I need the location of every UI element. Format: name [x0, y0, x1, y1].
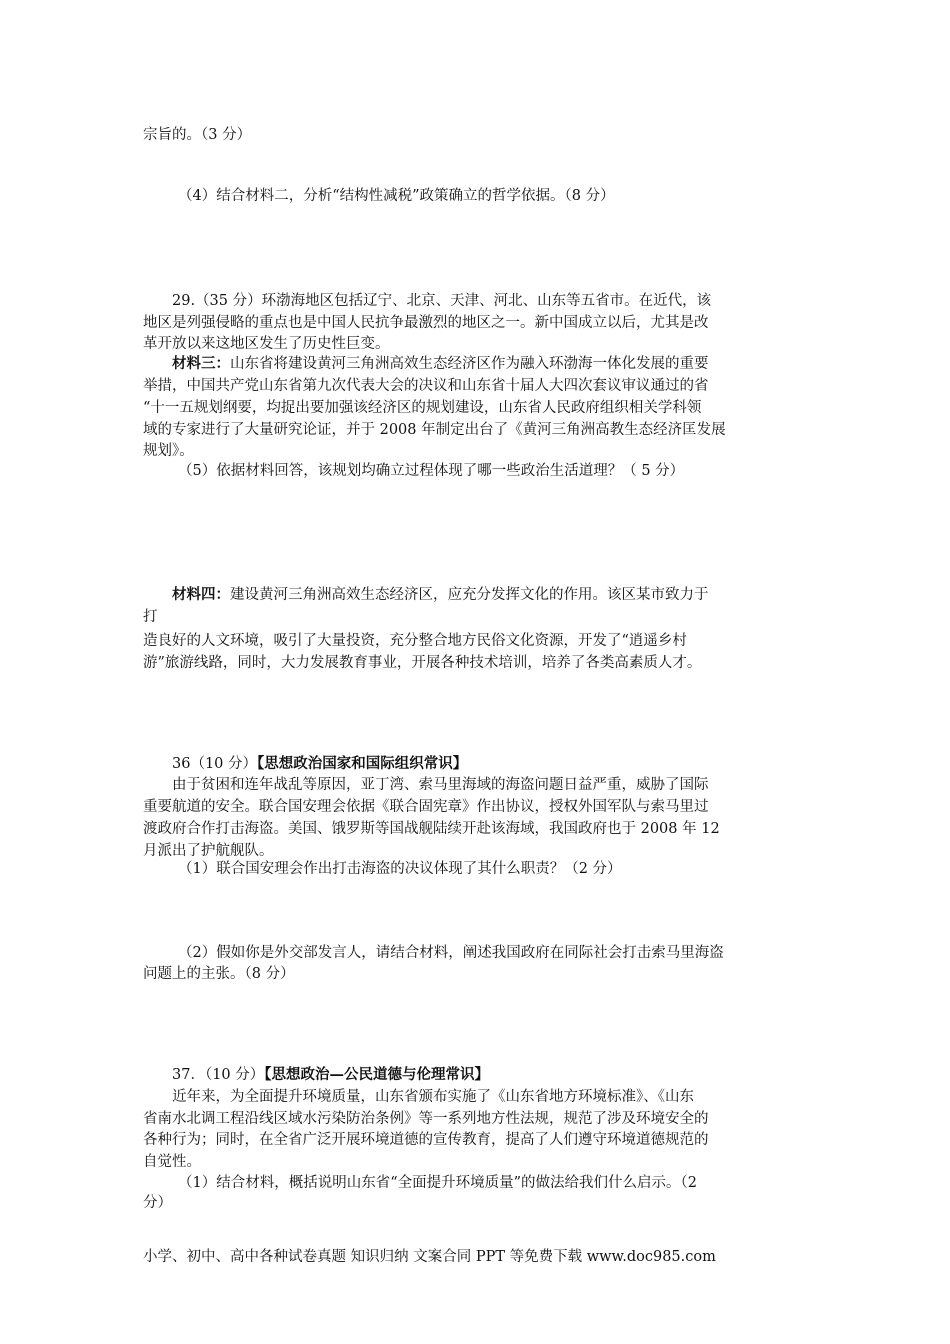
text-line: “十一五规划纲要，均捉出要加强该经济区的规划建设，山东省人民政府组织相关学科领: [143, 400, 702, 416]
text-line: 问题上的主张。（8 分）: [143, 966, 295, 982]
sub-question-2: （2）假如你是外交部发言人，请结合材料，阐述我国政府在同际社会打击索马里海盗: [178, 945, 724, 961]
text-line: 地区是列强侵略的重点也是中国人民抗争最激烈的地区之一。新中国成立以后，尤其是改: [143, 315, 709, 331]
text-line: 由于贫困和连年战乱等原因，亚丁湾、索马里海域的海盗问题日益严重，威胁了国际: [172, 777, 709, 793]
text-line: 月派出了护航舰队。: [143, 843, 274, 859]
question-number: 36（10 分）: [172, 756, 258, 772]
text-span: 山东省将建设黄河三角洲高效生态经济区作为融入环渤海一体化发展的重要: [230, 356, 709, 372]
sub-question-1: （1）联合国安理会作出打击海盗的决议体现了其什么职责？（2 分）: [178, 861, 622, 877]
material-4-first-line: [172, 584, 709, 606]
text-line: 29.（35 分）环渤海地区包括辽宁、北京、天津、河北、山东等五省市。在近代，该: [172, 293, 712, 309]
text-line: 规划》。: [143, 443, 194, 459]
question-number: 37．（10 分）: [172, 1067, 265, 1083]
text-line: 各种行为；同时，在全省广泛开展环境道德的宣传教育，提高了人们遵守环境道德规范的: [143, 1132, 709, 1148]
question-37-heading: [172, 1064, 489, 1086]
text-line: 近年来，为全面提升环境质量，山东省颁布实施了《山东省地方环境标准》、《山东: [172, 1089, 694, 1105]
text-line: 自觉性。: [143, 1154, 201, 1170]
section-title: 【思想政治国家和国际组织常识】: [257, 755, 468, 772]
sub-question-5: （5）依据材料回答，该规划均确立过程体现了哪一些政治生活道理？（ 5 分）: [178, 463, 685, 479]
material-3-label: 材料三：: [172, 355, 230, 372]
page-footer: 小学、初中、高中各种试卷真题 知识归纳 文案合同 PPT 等免费下载 www.doc985.com: [143, 1249, 716, 1265]
section-title: 【思想政治—公民道德与伦理常识】: [264, 1066, 490, 1083]
text-line: 造良好的人文环境，吸引了大量投资，充分整合地方民俗文化资源，开发了“逍遥乡村: [143, 633, 687, 649]
text-line: 宗旨的。（3 分）: [143, 127, 252, 143]
text-line: 游”旅游线路，同时，大力发展教育事业，开展各种技术培训，培养了各类高素质人才。: [143, 655, 702, 671]
text-line: 重要航道的安全。联合国安理会依据《联合固宪章》作出协议，授权外国军队与索马里过: [143, 799, 709, 815]
text-line: 省南水北调工程沿线区域水污染防治条例》等一系列地方性法规，规范了涉及环境安全的: [143, 1111, 709, 1127]
text-line: 举措，中国共产党山东省第九次代表大会的决议和山东省十届人大四次套议审议通过的省: [143, 378, 709, 394]
text-line: 革开放以来这地区发生了历史性巨变。: [143, 336, 390, 352]
sub-question-4: （4）结合材料二，分析“结构性减税”政策确立的哲学依据。（8 分）: [178, 188, 615, 204]
sub-question-1: （1）结合材料，概括说明山东省“全面提升环境质量”的做法给我们什么启示。（2: [178, 1175, 698, 1191]
text-span: 建设黄河三角洲高效生态经济区，应充分发挥文化的作用。该区某市致力于: [230, 587, 709, 603]
text-line: 分）: [143, 1195, 172, 1211]
text-line: 打: [143, 609, 158, 625]
material-3-first-line: [172, 353, 709, 375]
text-line: 渡政府合作打击海盗。美国、饿罗斯等国战舰陆续开赴该海域，我国政府也于 2008 年 12: [143, 821, 720, 837]
text-line: 域的专家进行了大量研究论证，并于 2008 年制定出台了《黄河三角洲高教生态经济匡发展: [143, 422, 726, 438]
material-4-label: 材料四：: [172, 586, 230, 603]
question-36-heading: [172, 753, 467, 775]
